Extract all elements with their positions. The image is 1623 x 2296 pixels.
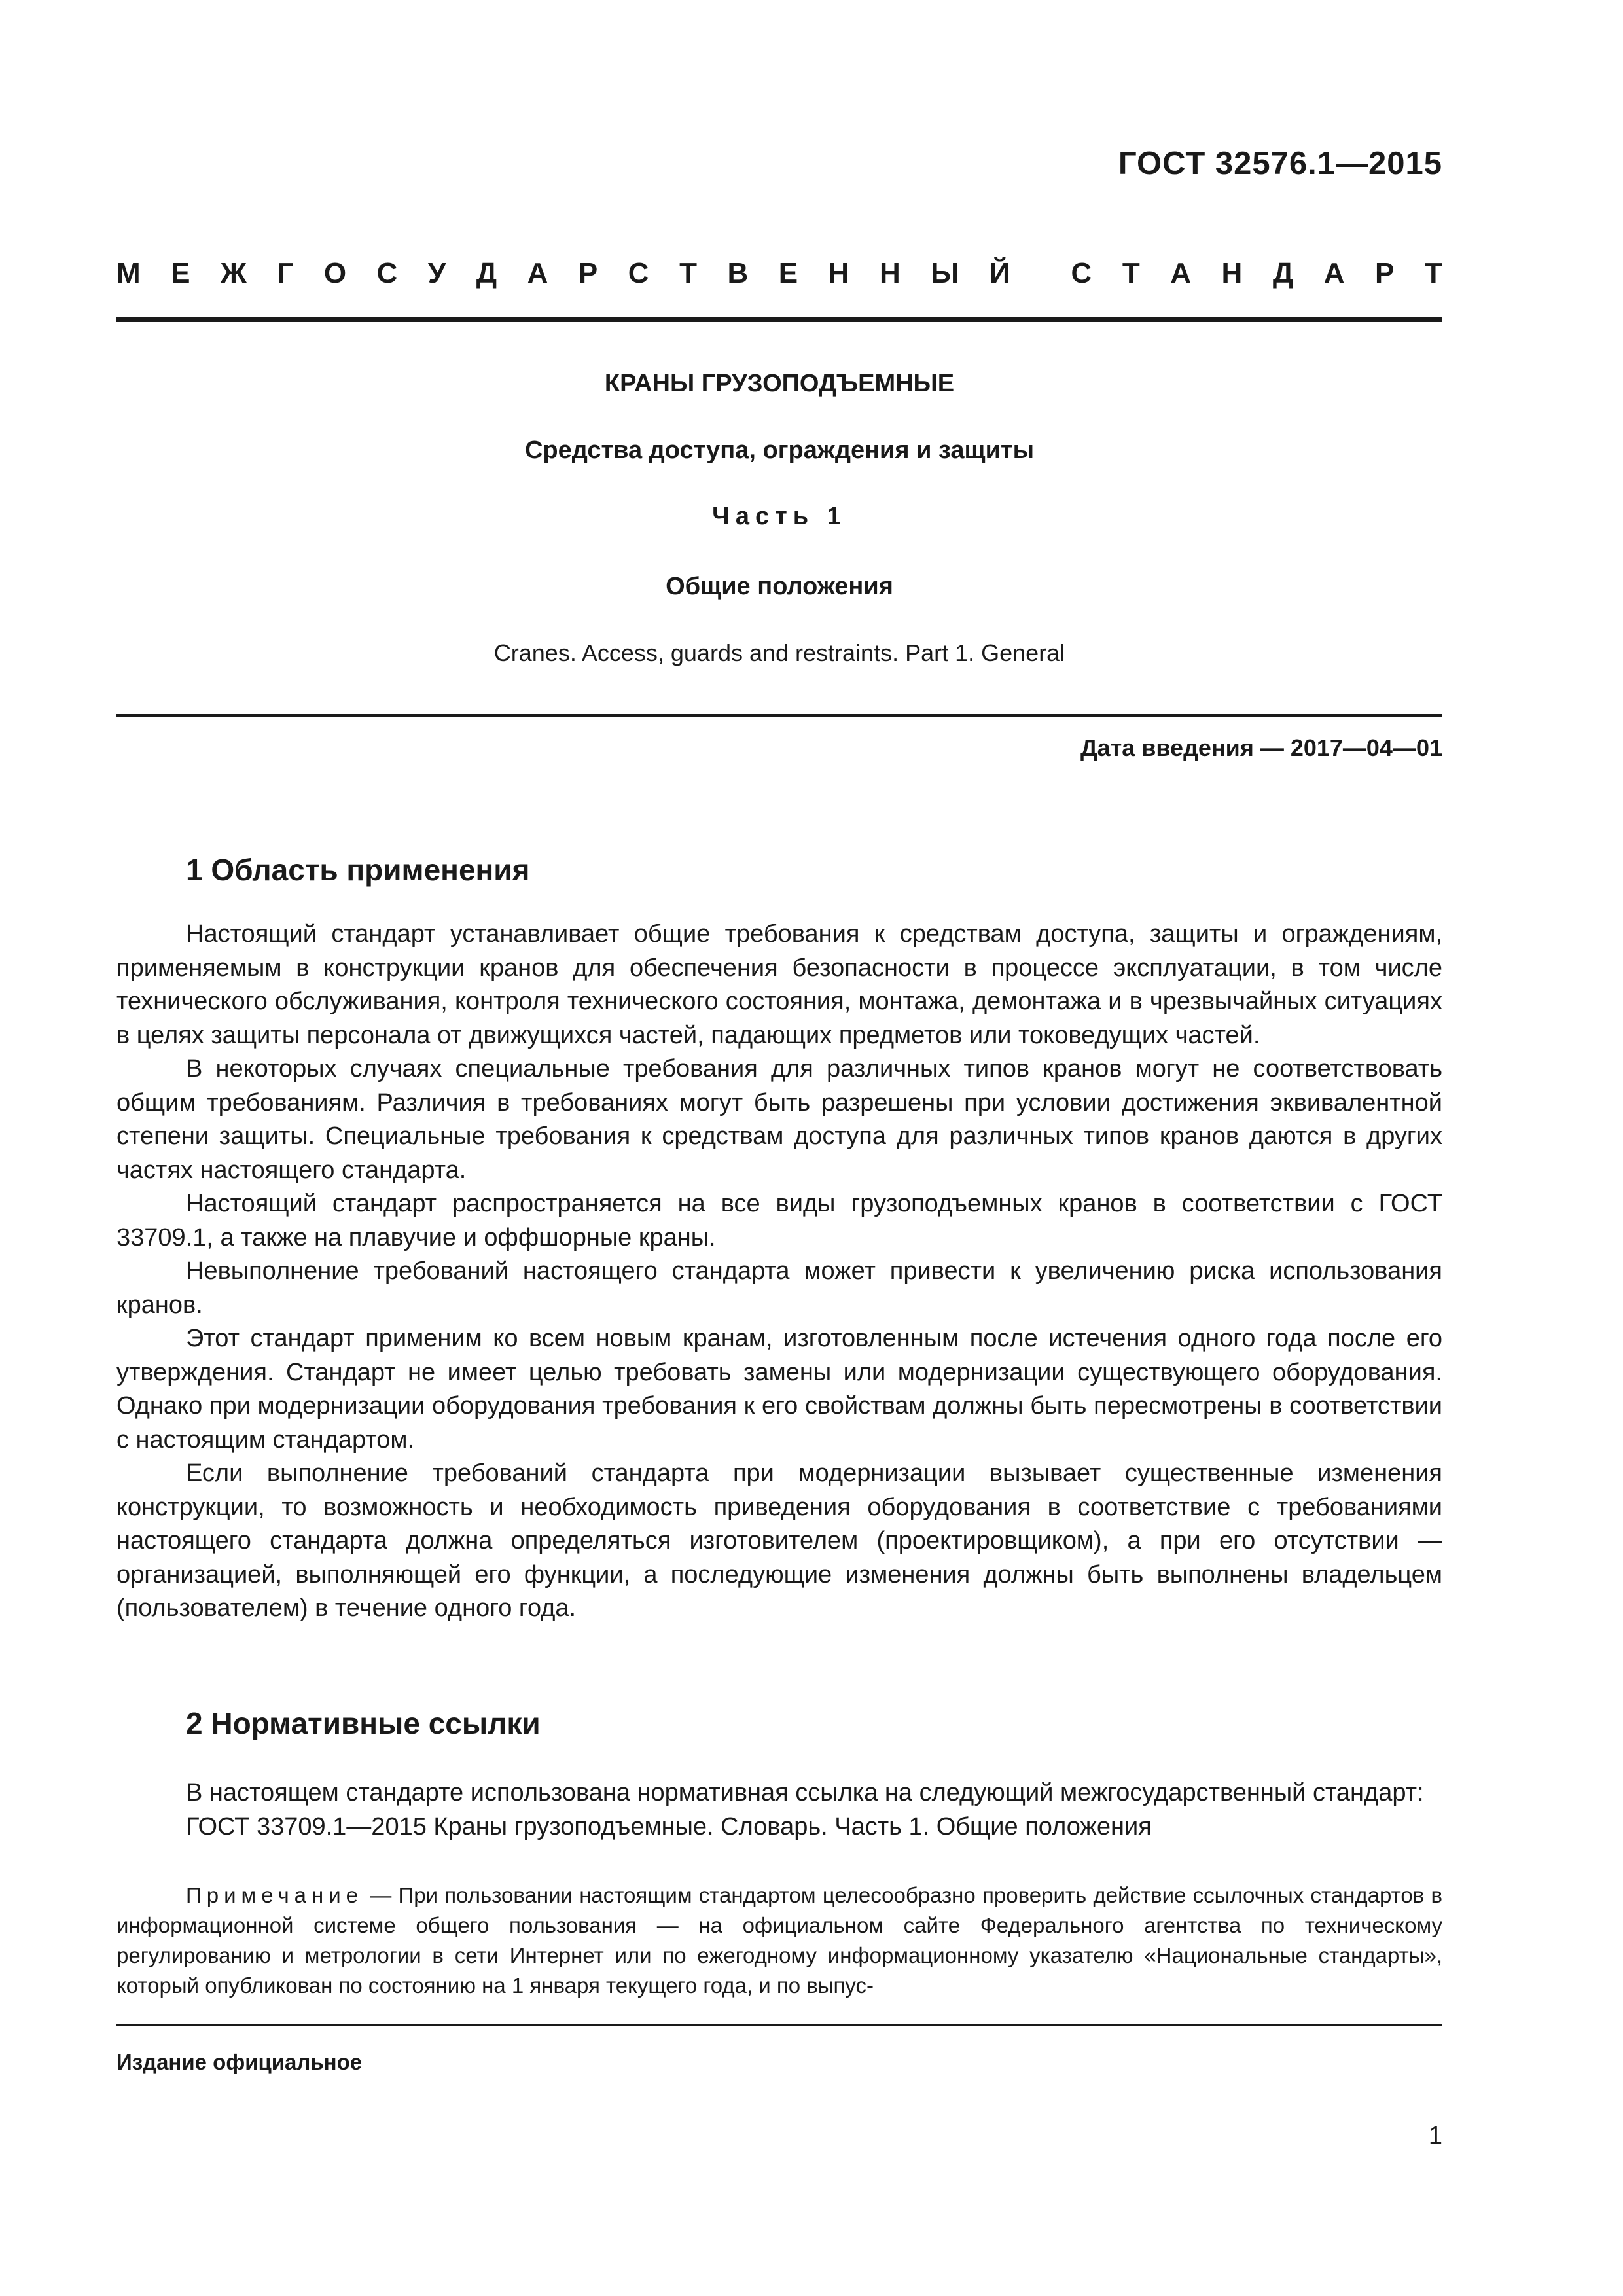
paragraph: Невыполнение требований настоящего стандарта может привести к увеличению риска использования кранов. [116,1257,1442,1319]
banner-letter: А [1170,257,1191,289]
banner-letter: Е [171,257,190,289]
banner-letter: А [1323,257,1345,289]
interstate-standard-banner [116,257,1442,290]
part-number: Часть 1 [712,503,847,530]
footer-divider [116,2024,1442,2026]
banner-letter: С [628,257,649,289]
english-title: Cranes. Access, guards and restraints. Part 1. General [493,639,1065,666]
banner-letter: Р [578,257,598,289]
section-1-body [116,918,1442,1626]
banner-letter: Т [1122,257,1140,289]
banner-letter: Д [476,257,497,289]
note-label: Примечание [186,1883,364,1907]
document-subtitle: Средства доступа, ограждения и защиты [524,437,1035,464]
top-divider [116,317,1442,322]
part-name: Общие положения [666,573,893,600]
banner-letter: Н [879,257,901,289]
banner-letter: Д [1272,257,1294,289]
section-1-heading: 1 Область применения [186,853,530,887]
banner-letter: М [116,257,141,289]
page-number: 1 [1428,2122,1442,2149]
note-text: — При пользовании настоящим стандартом целесообразно проверить действие ссылочных стандартов в информационной системе общего пользования — на официальном сайте Федерального агентства по техническому регулированию и метрологии в сети Интернет или по ежегодному информационному указателю «Национальные стандарты», который опубликован по состоянию на 1 января текущего года, и по выпус- [116,1883,1442,1998]
introduction-date: Дата введения — 2017—04—01 [1080,734,1442,761]
paragraph: В некоторых случаях специальные требования для различных типов кранов могут не соответствовать общим требованиям. Различия в требованиях могут быть разрешены при условии достижения эквивалентной степени защиты. Специальные требования к средствам доступа для различных типов кранов даются в других частях настоящего стандарта. [116,1055,1442,1184]
banner-letter: Й [989,257,1010,289]
banner-letter: Г [277,257,294,289]
banner-letter: Р [1374,257,1395,289]
section-2-heading: 2 Нормативные ссылки [186,1706,541,1740]
banner-letter: С [376,257,398,289]
banner-letter: Ж [221,257,247,289]
banner-letter: Т [1424,257,1442,289]
banner-letter: А [527,257,548,289]
reference-entry: ГОСТ 33709.1—2015 Краны грузоподъемные. Словарь. Часть 1. Общие положения [186,1812,1152,1840]
paragraph: Настоящий стандарт устанавливает общие требования к средствам доступа, защиты и ограждениям, применяемым в конструкции кранов для обеспечения безопасности в процессе эксплуатации, в том числе технического обслуживания, контроля технического состояния, монтажа, демонтажа и в чрезвычайных ситуациях в целях защиты персонала от движущихся частей, падающих предметов или токоведущих частей. [116,920,1442,1049]
banner-letter: У [427,257,446,289]
document-title: КРАНЫ ГРУЗОПОДЪЕМНЫЕ [604,370,955,397]
banner-letter: В [727,257,749,289]
note-block [116,1880,1442,2001]
banner-letter: Т [679,257,697,289]
note-paragraph [116,1880,1442,2001]
section-2-body [116,1776,1442,1844]
edition-label: Издание официальное [116,2050,363,2074]
banner-letter: Е [778,257,798,289]
banner-letter: Н [1221,257,1243,289]
paragraph: Настоящий стандарт распространяется на все виды грузоподъемных кранов в соответствии с ГОСТ 33709.1, а также на плавучие и оффшорные краны. [116,1190,1442,1251]
banner-letter: Н [828,257,849,289]
standard-code: ГОСТ 32576.1—2015 [1118,146,1442,181]
banner-letter: О [323,257,347,289]
banner-letter: С [1071,257,1092,289]
paragraph: Если выполнение требований стандарта при модернизации вызывает существенные изменения конструкции, то возможность и необходимость приведения оборудования в соответствие с требованиями настоящего стандарта должна определяться изготовителем (проектировщиком), а при его отсутствии — организацией, выполняющей его функции, а последующие изменения должны быть выполнены владельцем (пользователем) в течение одного года. [116,1460,1442,1622]
paragraph: В настоящем стандарте использована нормативная ссылка на следующий межгосударственный стандарт: [186,1779,1424,1806]
banner-letter: Ы [931,257,959,289]
title-divider [116,714,1442,717]
paragraph: Этот стандарт применим ко всем новым кранам, изготовленным после истечения одного года после его утверждения. Стандарт не имеет целью требовать замены или модернизации существующего оборудования. Однако при модернизации оборудования требования к его свойствам должны быть пересмотрены в соответствии с настоящим стандартом. [116,1325,1442,1454]
